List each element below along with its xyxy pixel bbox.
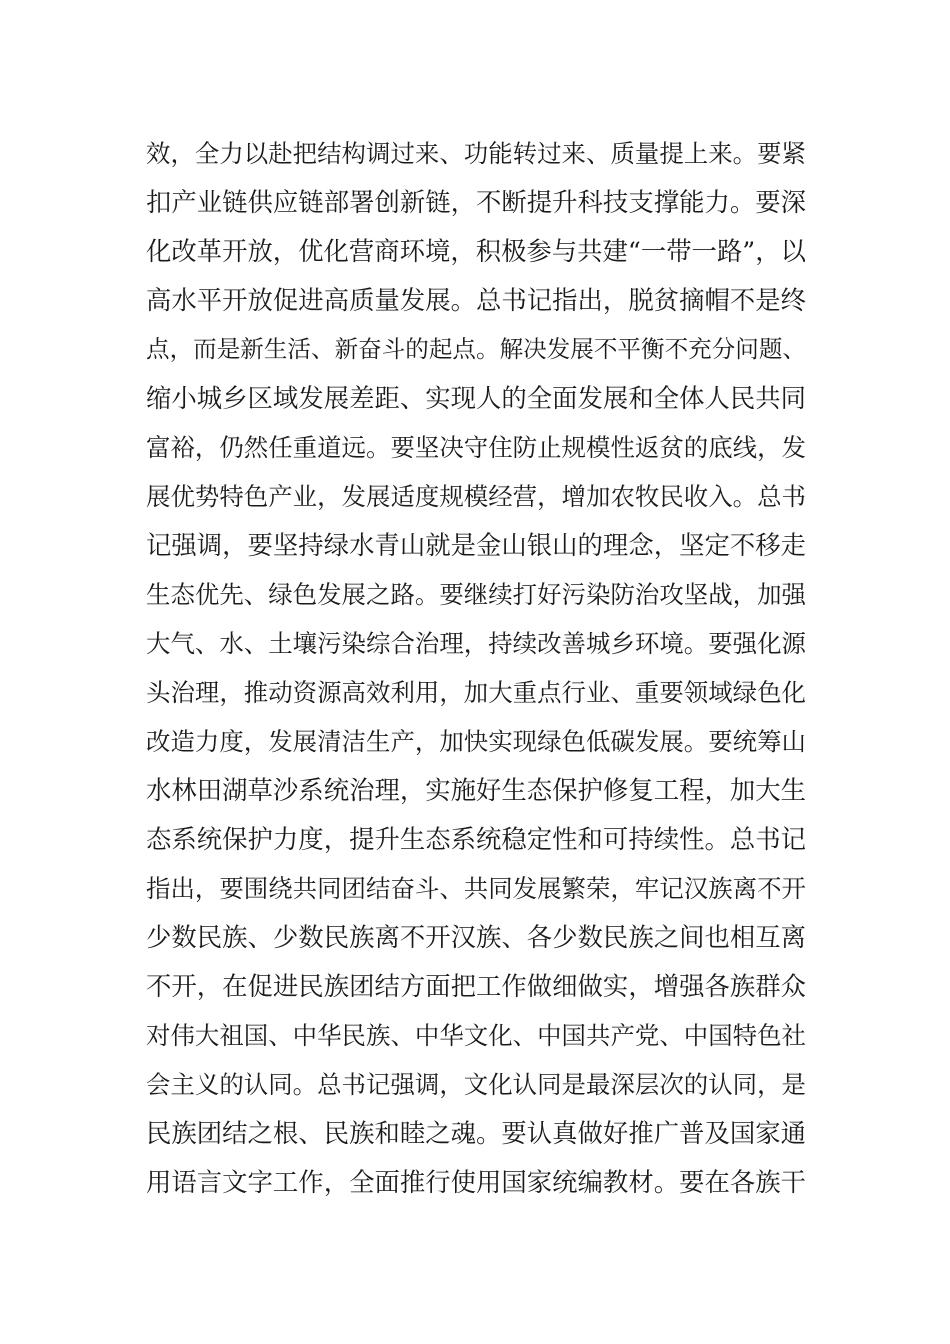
text-line: 用语言文字工作，全面推行使用国家统编教材。要在各族干: [146, 1167, 806, 1197]
text-line: 改造力度，发展清洁生产，加快实现绿色低碳发展。要统筹山: [146, 727, 806, 756]
text-line: 记强调，要坚持绿水青山就是金山银山的理念，坚定不移走: [146, 530, 806, 560]
text-line: 态系统保护力度，提升生态系统稳定性和可持续性。总书记: [146, 824, 806, 854]
text-line: 扣产业链供应链部署创新链，不断提升科技支撑能力。要深: [146, 187, 806, 217]
text-line: 高水平开放促进高质量发展。总书记指出，脱贫摘帽不是终: [146, 285, 806, 315]
text-line: 民族团结之根、民族和睦之魂。要认真做好推广普及国家通: [146, 1118, 806, 1148]
text-line: 水林田湖草沙系统治理，实施好生态保护修复工程，加大生: [146, 775, 806, 805]
text-line: 展优势特色产业，发展适度规模经营，增加农牧民收入。总书: [146, 482, 806, 511]
text-line: 不开，在促进民族团结方面把工作做细做实，增强各族群众: [146, 971, 806, 1001]
text-line: 对伟大祖国、中华民族、中华文化、中国共产党、中国特色社: [146, 1021, 806, 1050]
text-line: 富裕，仍然任重道远。要坚决守住防止规模性返贫的底线，发: [146, 433, 806, 462]
text-line: 点，而是新生活、新奋斗的起点。解决发展不平衡不充分问题、: [146, 335, 806, 363]
text-line: 少数民族、少数民族离不开汉族、各少数民族之间也相互离: [146, 922, 806, 952]
text-line: 指出，要围绕共同团结奋斗、共同发展繁荣，牢记汉族离不开: [146, 874, 806, 903]
text-line: 效，全力以赴把结构调过来、功能转过来、质量提上来。要紧: [146, 139, 806, 168]
body-text: [146, 129, 806, 1207]
text-line: 头治理，推动资源高效利用，加大重点行业、重要领域绿色化: [146, 678, 806, 707]
text-line: 会主义的认同。总书记强调，文化认同是最深层次的认同，是: [146, 1070, 806, 1099]
text-line: 生态优先、绿色发展之路。要继续打好污染防治攻坚战，加强: [146, 580, 806, 609]
text-line: 缩小城乡区域发展差距、实现人的全面发展和全体人民共同: [146, 383, 806, 413]
text-line: 化改革开放，优化营商环境，积极参与共建“一带一路”，以: [146, 236, 806, 266]
text-line: 大气、水、土壤污染综合治理，持续改善城乡环境。要强化源: [146, 629, 806, 658]
